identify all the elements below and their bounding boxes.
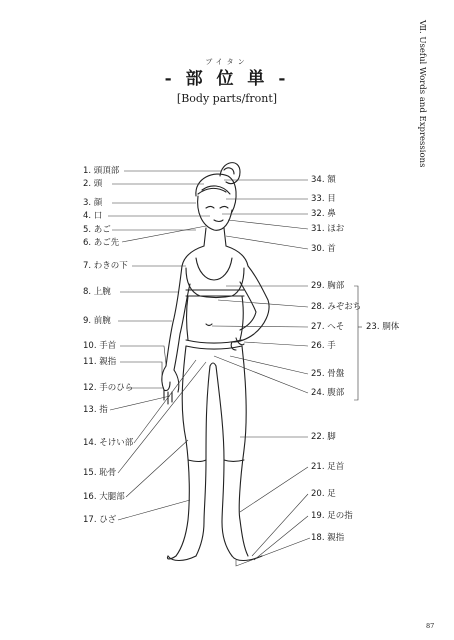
label-eye: 33. 目 xyxy=(311,194,336,204)
label-jaw: 5. あご xyxy=(83,225,111,235)
label-neck: 30. 首 xyxy=(311,244,336,254)
label-finger: 13. 指 xyxy=(83,405,108,415)
label-mouth: 4. 口 xyxy=(83,211,103,221)
page-title: - 部 位 単 - xyxy=(164,69,290,89)
label-big-toe: 18. 親指 xyxy=(311,533,345,543)
label-leg: 22. 脚 xyxy=(311,432,336,442)
label-pelvis: 25. 骨盤 xyxy=(311,369,345,379)
label-ankle: 21. 足首 xyxy=(311,462,345,472)
page-subtitle: [Body parts/front] xyxy=(176,92,278,105)
label-cheek: 31. ほお xyxy=(311,224,345,234)
label-forearm: 9. 前腕 xyxy=(83,316,111,326)
label-foot: 20. 足 xyxy=(311,489,336,499)
label-crown-of-head: 1. 頭頂部 xyxy=(83,166,120,176)
label-nose: 32. 鼻 xyxy=(311,209,336,219)
label-abdomen: 24. 腹部 xyxy=(311,388,345,398)
label-solar-plexus: 28. みぞおち xyxy=(311,302,362,312)
label-chin: 6. あご先 xyxy=(83,238,120,248)
label-pubic-bone: 15. 恥骨 xyxy=(83,468,117,478)
label-forehead: 34. 額 xyxy=(311,175,336,185)
label-groin: 14. そけい部 xyxy=(83,438,134,448)
section-side-label: Ⅶ. Useful Words and Expressions xyxy=(417,20,427,168)
page-number: 87 xyxy=(426,622,435,630)
label-upper-arm: 8. 上腕 xyxy=(83,287,111,297)
label-toe: 19. 足の指 xyxy=(311,511,353,521)
label-palm: 12. 手のひら xyxy=(83,383,134,393)
label-navel: 27. へそ xyxy=(311,322,345,332)
label-face: 3. 顔 xyxy=(83,198,103,208)
label-thumb: 11. 親指 xyxy=(83,357,117,367)
label-hand: 26. 手 xyxy=(311,341,336,351)
label-wrist: 10. 手首 xyxy=(83,341,117,351)
label-thigh: 16. 大腿部 xyxy=(83,492,125,502)
label-torso: 23. 胴体 xyxy=(366,322,400,332)
label-head: 2. 頭 xyxy=(83,179,103,189)
label-knee: 17. ひざ xyxy=(83,515,117,525)
label-armpit: 7. わきの下 xyxy=(83,261,128,271)
label-chest: 29. 胸部 xyxy=(311,281,345,291)
title-ruby: ブイタン xyxy=(205,58,249,66)
